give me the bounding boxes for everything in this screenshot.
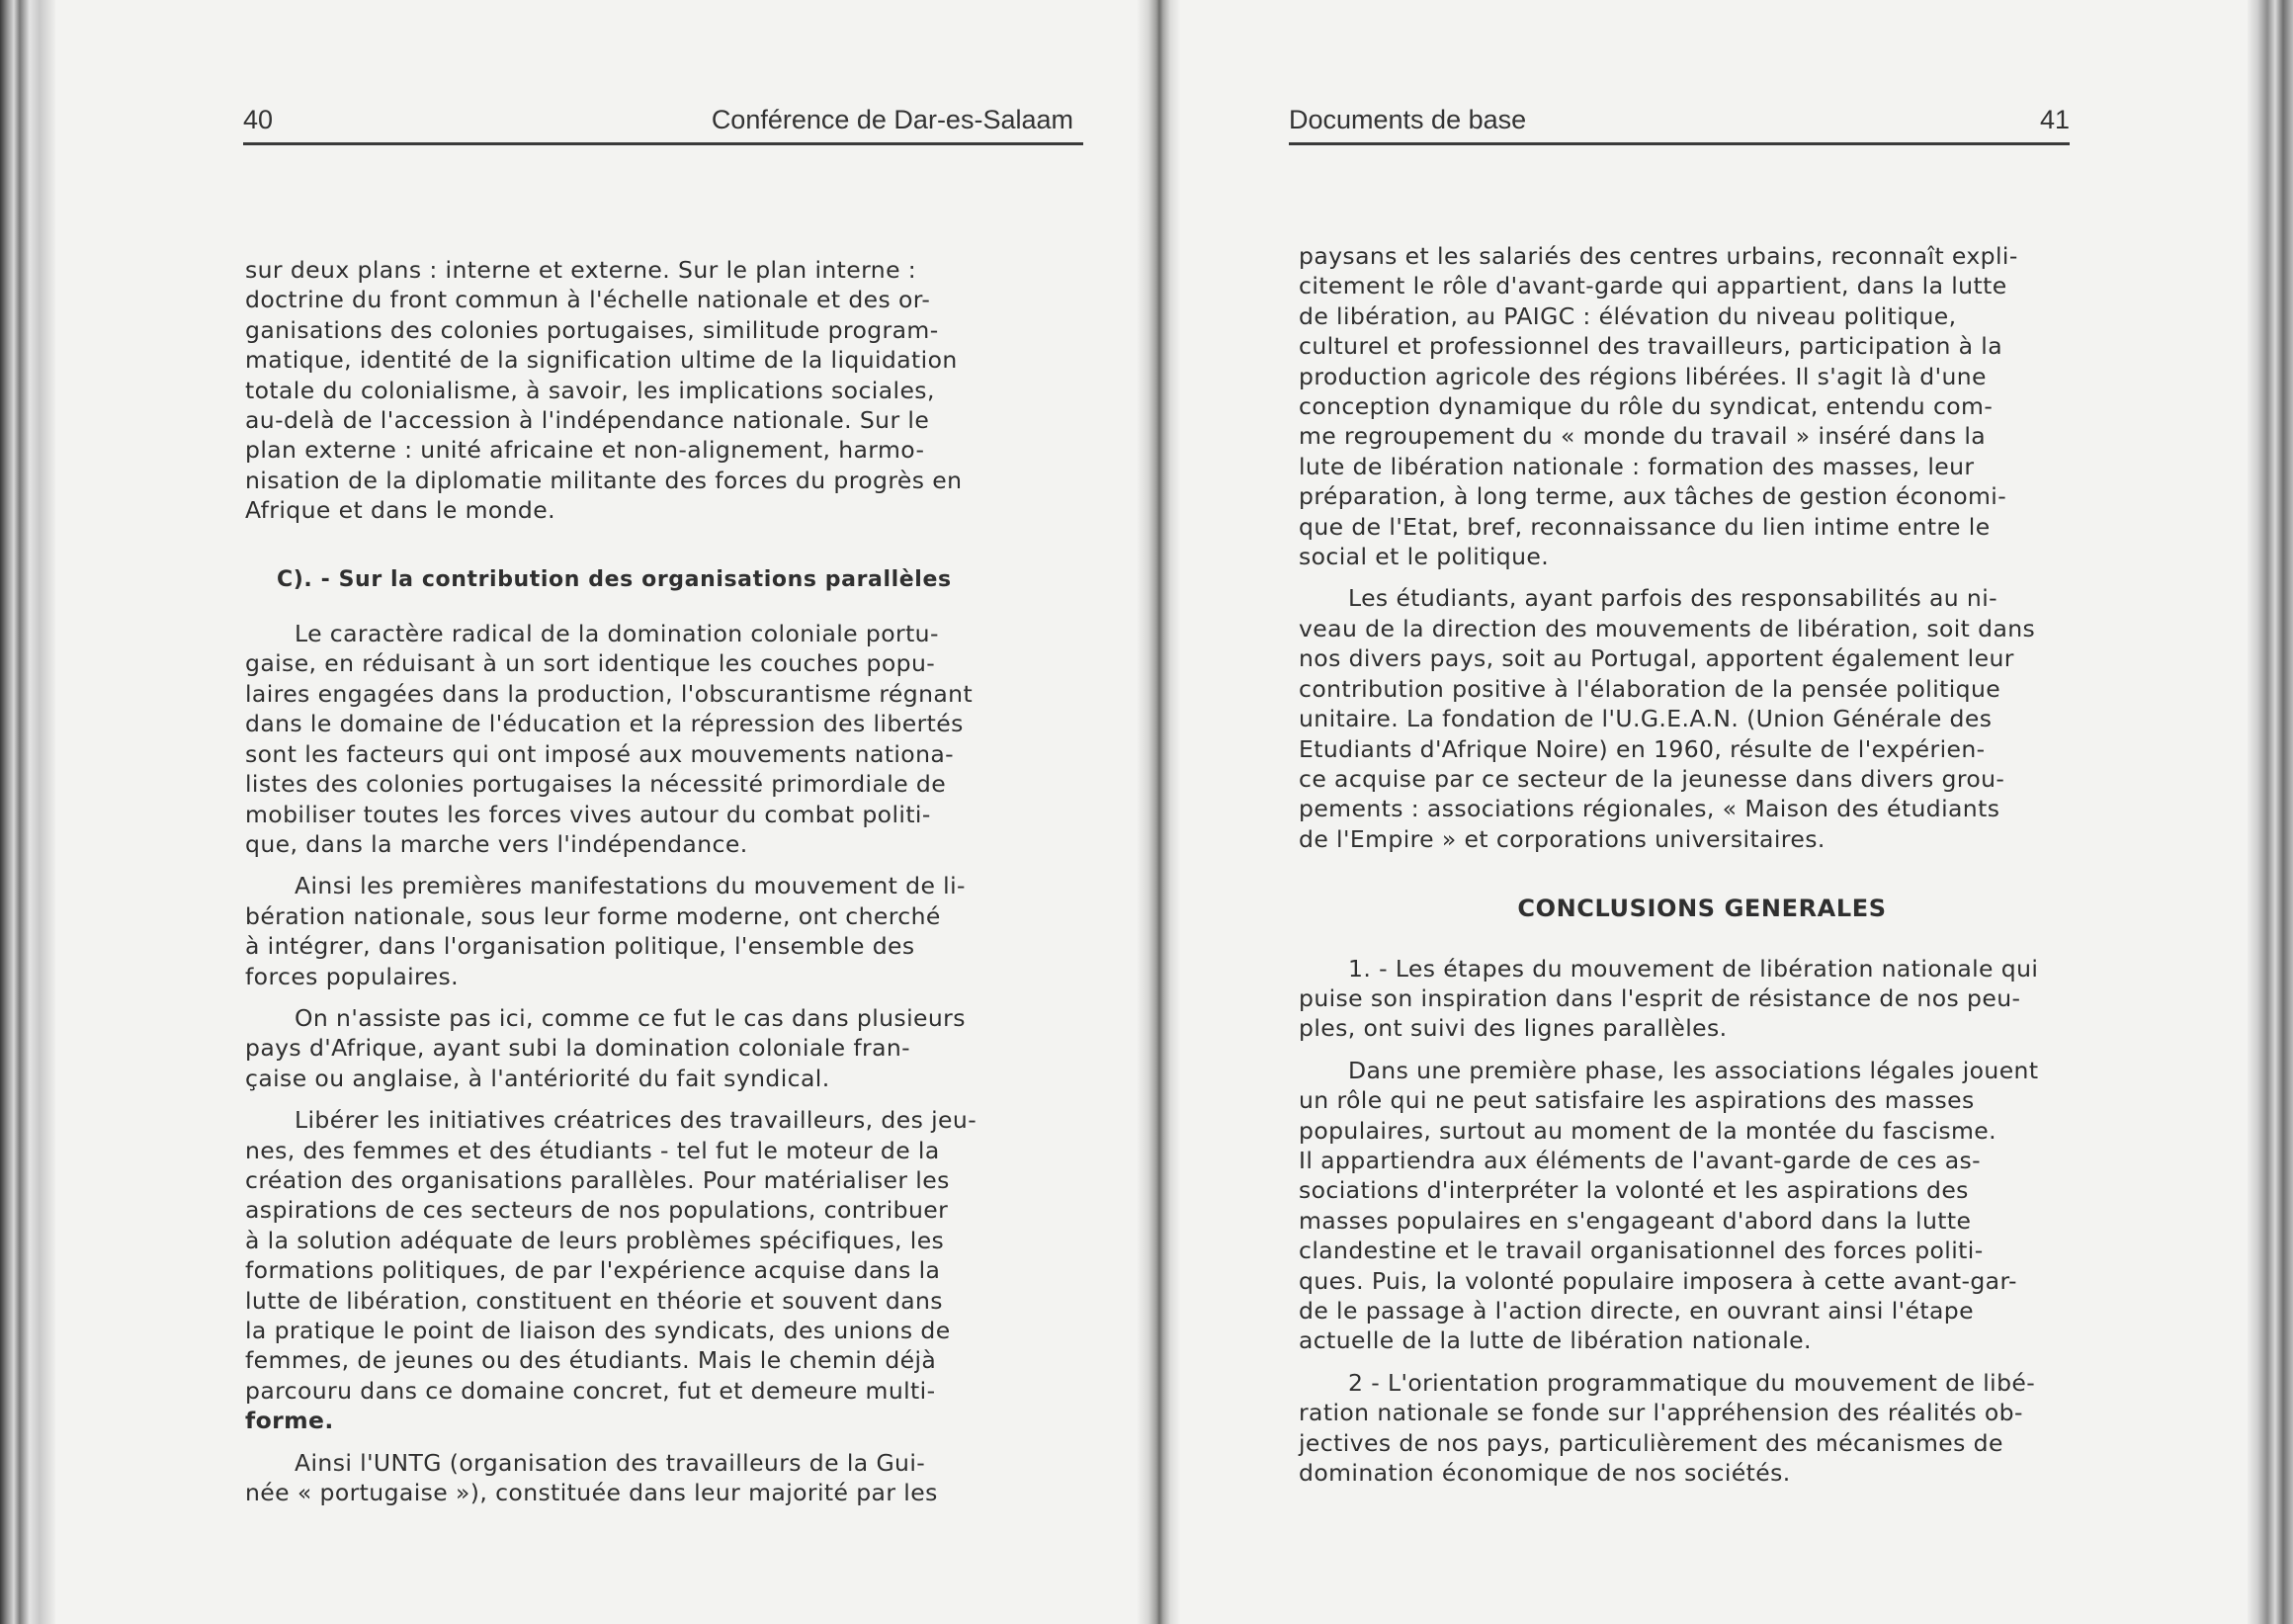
right-book-edge [2248, 0, 2293, 1624]
text-line: pays d'Afrique, ayant subi la domination coloniale fran- [245, 1034, 911, 1063]
text-line: de libération, au PAIGC : élévation du niveau politique, [1299, 301, 1957, 330]
text-line: de le passage à l'action directe, en ouvrant ainsi l'étape [1299, 1297, 1974, 1325]
text-line: totale du colonialisme, à savoir, les implications sociales, [245, 376, 935, 404]
right-paragraph-2 [1299, 954, 2105, 1044]
text-line: forces populaires. [245, 962, 459, 990]
text-line: Les étudiants, ayant parfois des responsabilités au ni- [1348, 584, 1998, 613]
right-running-title: Documents de base [1289, 105, 1527, 134]
text-line: listes des colonies portugaises la nécessité primordiale de [245, 770, 947, 799]
text-line: ques. Puis, la volonté populaire imposera à cette avant-gar- [1299, 1266, 2017, 1295]
left-intro-paragraph [245, 255, 1058, 526]
text-line: bération nationale, sous leur forme moderne, ont cherché [245, 901, 941, 930]
text-line: sont les facteurs qui ont imposé aux mouvements nationa- [245, 739, 955, 768]
text-line: à intégrer, dans l'organisation politique, l'ensemble des [245, 932, 915, 961]
section-heading-conclusions: CONCLUSIONS GENERALES [1517, 895, 1887, 923]
right-paragraph-4 [1299, 1368, 2105, 1489]
text-line: création des organisations parallèles. Pour matérialiser les [245, 1165, 950, 1194]
text-line: un rôle qui ne peut satisfaire les aspirations des masses [1299, 1086, 1975, 1115]
right-paragraph-1 [1299, 583, 2105, 854]
text-line: puise son inspiration dans l'esprit de résistance de nos peu- [1299, 983, 2021, 1012]
text-line: nes, des femmes et des étudiants - tel fut le moteur de la [245, 1136, 940, 1164]
text-line: Ainsi l'UNTG (organisation des travailleurs de la Gui- [295, 1448, 926, 1477]
text-line: production agricole des régions libérées. Il s'agit là d'une [1299, 362, 1987, 390]
text-line: actuelle de la lutte de libération nationale. [1299, 1326, 1812, 1355]
right-running-head [1289, 99, 2070, 145]
text-line: ples, ont suivi des lignes parallèles. [1299, 1014, 1728, 1043]
text-line: pements : associations régionales, « Maison des étudiants [1299, 795, 2000, 823]
left-paragraph-2 [245, 871, 1058, 991]
text-line: forme. [245, 1407, 334, 1435]
left-page-number: 40 [243, 105, 274, 134]
text-line: unitaire. La fondation de l'U.G.E.A.N. (Union Générale des [1299, 705, 1993, 733]
left-page-body [245, 255, 1058, 1519]
text-line: me regroupement du « monde du travail » inséré dans la [1299, 422, 1987, 451]
text-line: Afrique et dans le monde. [245, 496, 555, 525]
text-line: social et le politique. [1299, 543, 1550, 571]
left-paragraph-5 [245, 1448, 1058, 1508]
right-page-body [1299, 241, 2105, 1499]
text-line: que, dans la marche vers l'indépendance. [245, 829, 748, 858]
text-line: lute de libération nationale : formation des masses, leur [1299, 452, 1975, 480]
section-heading-c: C). - Sur la contribution des organisations parallèles [277, 566, 952, 592]
text-line: au-delà de l'accession à l'indépendance nationale. Sur le [245, 406, 930, 435]
text-line: gaise, en réduisant à un sort identique les couches popu- [245, 649, 936, 678]
text-line: sociations d'interpréter la volonté et les aspirations des [1299, 1176, 1969, 1205]
text-line: ganisations des colonies portugaises, similitude program- [245, 315, 939, 344]
text-line: nos divers pays, soit au Portugal, apportent également leur [1299, 644, 2014, 673]
left-paragraph-3 [245, 1003, 1058, 1093]
left-page [55, 0, 1137, 1624]
right-paragraph-3 [1299, 1056, 2105, 1356]
text-line: Il appartiendra aux éléments de l'avant-garde de ces as- [1299, 1146, 1982, 1174]
left-running-title: Conférence de Dar-es-Salaam [711, 105, 1073, 134]
text-line: parcouru dans ce domaine concret, fut et demeure multi- [245, 1376, 936, 1405]
right-page [1180, 0, 2248, 1624]
text-line: Ainsi les premières manifestations du mouvement de li- [295, 872, 966, 900]
left-paragraph-1 [245, 619, 1058, 859]
text-line: nisation de la diplomatie militante des forces du progrès en [245, 466, 963, 494]
text-line: préparation, à long terme, aux tâches de gestion économi- [1299, 482, 2007, 511]
text-line: Dans une première phase, les associations légales jouent [1348, 1056, 2039, 1084]
text-line: femmes, de jeunes ou des étudiants. Mais le chemin déjà [245, 1346, 937, 1375]
text-line: née « portugaise »), constituée dans leur majorité par les [245, 1479, 938, 1507]
text-line: On n'assiste pas ici, comme ce fut le cas dans plusieurs [295, 1003, 966, 1032]
text-line: la pratique le point de liaison des syndicats, des unions de [245, 1317, 951, 1344]
text-line: Libérer les initiatives créatrices des travailleurs, des jeu- [295, 1106, 977, 1135]
text-line: paysans et les salariés des centres urbains, reconnaît expli- [1299, 242, 2018, 270]
text-line: 1. - Les étapes du mouvement de libération nationale qui [1348, 954, 2039, 983]
text-line: masses populaires en s'engageant d'abord dans la lutte [1299, 1206, 1972, 1235]
right-intro-paragraph [1299, 241, 2105, 571]
left-running-head [243, 99, 1083, 145]
text-line: Le caractère radical de la domination coloniale portu- [295, 620, 939, 648]
book-gutter [1137, 0, 1180, 1624]
text-line: conception dynamique du rôle du syndicat, entendu com- [1299, 392, 1994, 421]
text-line: citement le rôle d'avant-garde qui appartient, dans la lutte [1299, 272, 2007, 300]
text-line: jectives de nos pays, particulièrement des mécanismes de [1299, 1428, 2003, 1457]
text-line: à la solution adéquate de leurs problèmes spécifiques, les [245, 1226, 945, 1254]
text-line: matique, identité de la signification ultime de la liquidation [245, 346, 958, 375]
text-line: 2 - L'orientation programmatique du mouvement de libé- [1348, 1368, 2036, 1397]
text-line: de l'Empire » et corporations universitaires. [1299, 824, 1826, 853]
text-line: aspirations de ces secteurs de nos populations, contribuer [245, 1196, 949, 1225]
text-line: que de l'Etat, bref, reconnaissance du lien intime entre le [1299, 512, 1991, 541]
text-line: domination économique de nos sociétés. [1299, 1459, 1791, 1488]
text-line: contribution positive à l'élaboration de la pensée politique [1299, 674, 2001, 703]
text-line: ce acquise par ce secteur de la jeunesse dans divers grou- [1299, 764, 2005, 793]
text-line: laires engagées dans la production, l'obscurantisme régnant [245, 679, 974, 708]
text-line: plan externe : unité africaine et non-alignement, harmo- [245, 436, 925, 465]
text-line: culturel et professionnel des travailleurs, participation à la [1299, 332, 2003, 361]
text-line: mobiliser toutes les forces vives autour du combat politi- [245, 800, 931, 828]
left-paragraph-4 [245, 1105, 1058, 1435]
text-line: çaise ou anglaise, à l'antériorité du fait syndical. [245, 1064, 830, 1092]
text-line: populaires, surtout au moment de la montée du fascisme. [1299, 1116, 1997, 1145]
left-book-edge [0, 0, 55, 1624]
text-line: clandestine et le travail organisationnel des forces politi- [1299, 1237, 1984, 1265]
text-line: lutte de libération, constituent en théorie et souvent dans [245, 1286, 943, 1315]
text-line: ration nationale se fonde sur l'appréhension des réalités ob- [1299, 1399, 2023, 1427]
right-page-number: 41 [2039, 105, 2070, 134]
text-line: sur deux plans : interne et externe. Sur le plan interne : [245, 256, 917, 284]
text-line: Etudiants d'Afrique Noire) en 1960, résulte de l'expérien- [1299, 734, 1986, 763]
text-line: doctrine du front commun à l'échelle nationale et des or- [245, 286, 931, 314]
text-line: formations politiques, de par l'expérience acquise dans la [245, 1256, 941, 1285]
text-line: dans le domaine de l'éducation et la répression des libertés [245, 710, 964, 738]
text-line: veau de la direction des mouvements de libération, soit dans [1299, 614, 2036, 642]
